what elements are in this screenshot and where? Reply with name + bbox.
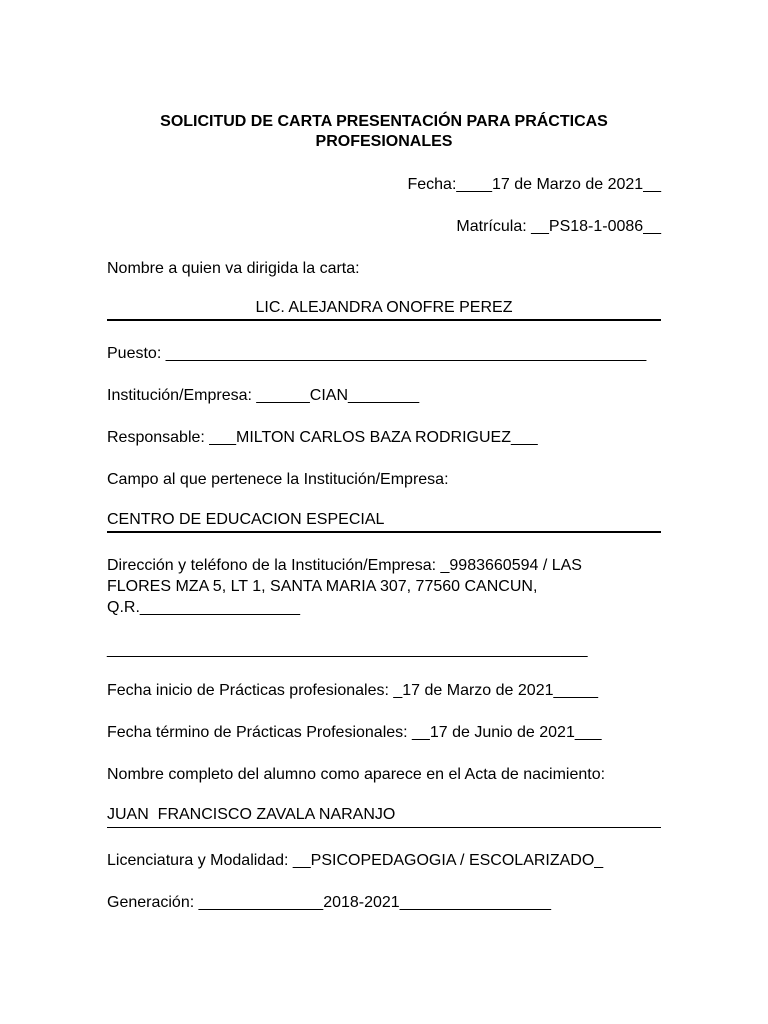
dirigida-value: LIC. ALEJANDRA ONOFRE PEREZ	[255, 299, 513, 316]
direccion-field: Dirección y teléfono de la Institución/Empresa: _9983660594 / LAS FLORES MZA 5, LT 1, SANTA MARIA 307, 77560 CANCUN, Q.R.__________________	[107, 557, 582, 616]
alumno-underline	[107, 827, 661, 828]
blank-line: ______________________________________________________	[107, 641, 588, 658]
fecha-field: Fecha:____17 de Marzo de 2021__	[407, 176, 661, 193]
licenciatura-field: Licenciatura y Modalidad: __PSICOPEDAGOGIA / ESCOLARIZADO_	[107, 852, 604, 869]
campo-underline	[107, 531, 661, 533]
matricula-field: Matrícula: __PS18-1-0086__	[456, 218, 661, 235]
campo-value: CENTRO DE EDUCACION ESPECIAL	[107, 511, 385, 528]
dirigida-underline	[107, 319, 661, 321]
dirigida-label: Nombre a quien va dirigida la carta:	[107, 260, 360, 277]
generacion-field: Generación: ______________2018-2021_________________	[107, 894, 551, 911]
document-title: SOLICITUD DE CARTA PRESENTACIÓN PARA PRÁCTICAS PROFESIONALES	[160, 113, 608, 150]
puesto-field: Puesto: ______________________________________________________	[107, 345, 647, 362]
fecha-termino-field: Fecha término de Prácticas Profesionales: __17 de Junio de 2021___	[107, 724, 602, 741]
alumno-value: JUAN FRANCISCO ZAVALA NARANJO	[107, 806, 396, 823]
responsable-field: Responsable: ___MILTON CARLOS BAZA RODRIGUEZ___	[107, 429, 538, 446]
fecha-inicio-field: Fecha inicio de Prácticas profesionales: _17 de Marzo de 2021_____	[107, 682, 598, 699]
institucion-field: Institución/Empresa: ______CIAN________	[107, 387, 420, 404]
campo-label: Campo al que pertenece la Institución/Empresa:	[107, 471, 449, 488]
alumno-label: Nombre completo del alumno como aparece en el Acta de nacimiento:	[107, 766, 606, 783]
